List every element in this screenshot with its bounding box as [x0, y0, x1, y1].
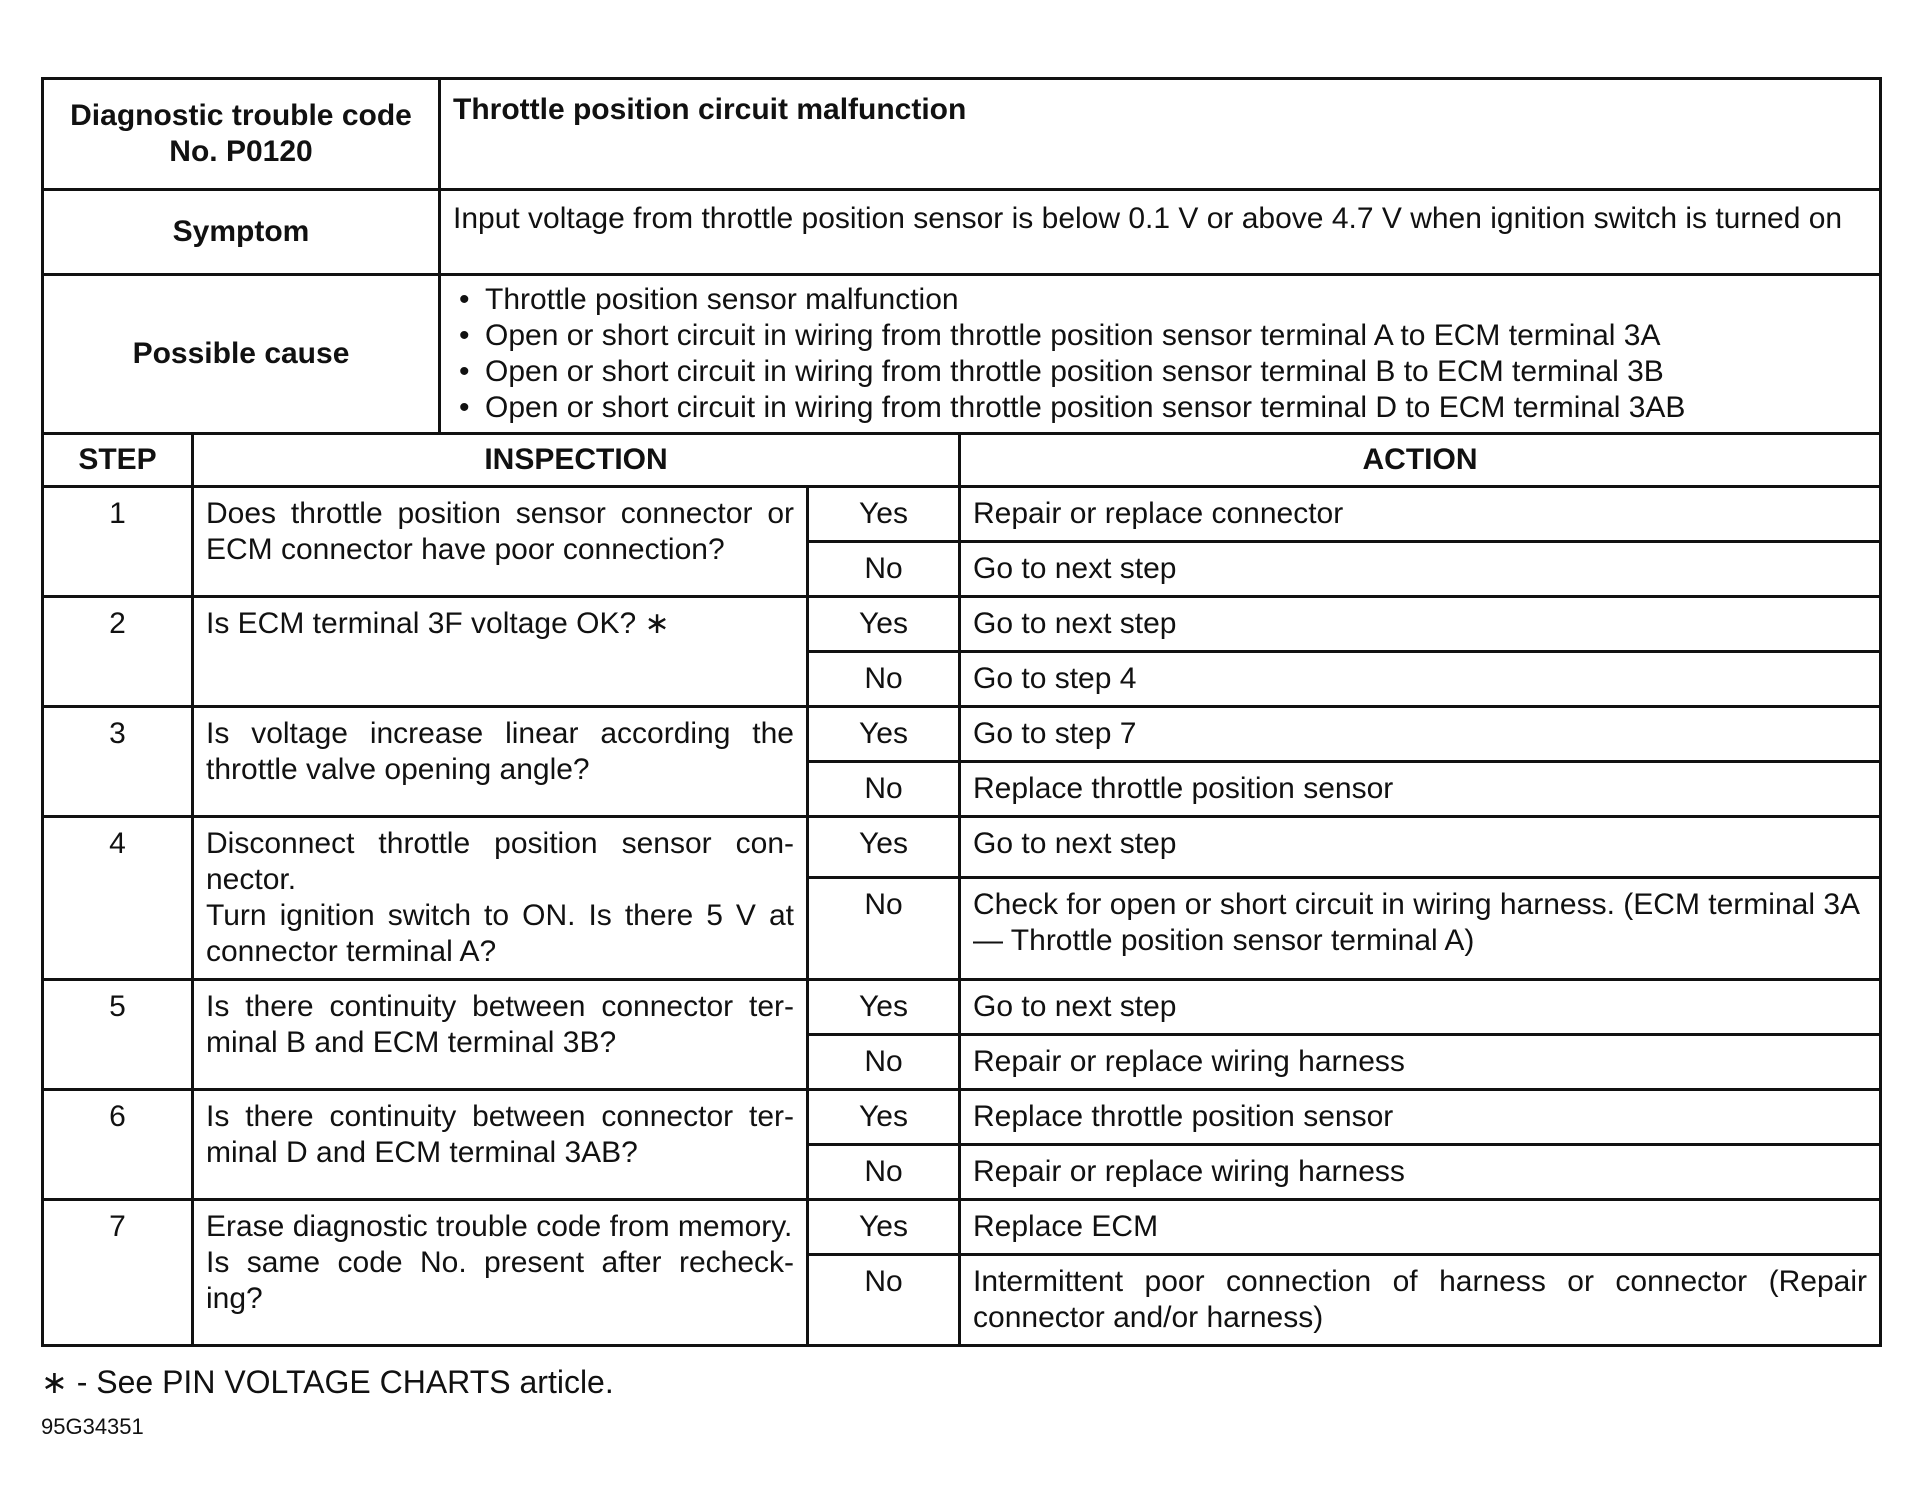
- yes-label: Yes: [808, 1200, 960, 1255]
- step-inspection: Erase diagnostic trouble code from memory.: [206, 1210, 793, 1243]
- cause-item: • Open or short circuit in wiring from throttle position sensor terminal D to ECM terminal 3AB: [453, 390, 1867, 426]
- dtc-title: Throttle position circuit malfunction: [440, 79, 1881, 190]
- yes-action: Go to next step: [960, 817, 1881, 878]
- no-action: Check for open or short circuit in wiring harness. (ECM terminal 3A — Throttle position sensor terminal A): [960, 878, 1881, 980]
- table-row: [43, 1200, 1881, 1255]
- step-inspection-followup: Is same code No. present after recheck-ing?: [206, 1246, 794, 1315]
- step-inspection-cell: [193, 817, 808, 980]
- no-label: No: [808, 542, 960, 597]
- no-action: Repair or replace wiring harness: [960, 1035, 1881, 1090]
- no-action: Go to next step: [960, 542, 1881, 597]
- yes-label: Yes: [808, 487, 960, 542]
- step-number: 5: [43, 980, 193, 1090]
- yes-action: Go to next step: [960, 597, 1881, 652]
- no-label: No: [808, 1145, 960, 1200]
- table-row: [43, 1090, 1881, 1145]
- diagnostic-sheet: [41, 77, 1882, 1347]
- no-action: Replace throttle position sensor: [960, 762, 1881, 817]
- cause-item: • Throttle position sensor malfunction: [453, 282, 1867, 318]
- yes-label: Yes: [808, 597, 960, 652]
- steps-header-row: [43, 434, 1881, 487]
- yes-action: Replace ECM: [960, 1200, 1881, 1255]
- step-inspection: Disconnect throttle position sensor con-nector.: [206, 827, 794, 896]
- col-action-header: ACTION: [960, 434, 1881, 487]
- figure-code: 95G34351: [41, 1414, 144, 1439]
- symptom-label: Symptom: [43, 190, 440, 275]
- yes-action: Replace throttle position sensor: [960, 1090, 1881, 1145]
- yes-action: Go to next step: [960, 980, 1881, 1035]
- yes-action: Go to step 7: [960, 707, 1881, 762]
- symptom-text: Input voltage from throttle position sensor is below 0.1 V or above 4.7 V when ignition switch is turned on: [440, 190, 1881, 275]
- no-label: No: [808, 652, 960, 707]
- step-number: 3: [43, 707, 193, 817]
- step-number: 2: [43, 597, 193, 707]
- step-number: 4: [43, 817, 193, 980]
- table-row: [43, 817, 1881, 878]
- cause-item: • Open or short circuit in wiring from throttle position sensor terminal B to ECM terminal 3B: [453, 354, 1867, 390]
- step-inspection: Is there continuity between connector ter-minal D and ECM terminal 3AB?: [193, 1090, 808, 1200]
- col-step-header: STEP: [43, 434, 193, 487]
- step-inspection-followup: Turn ignition switch to ON. Is there 5 V at connector terminal A?: [206, 899, 794, 968]
- cause-item: • Open or short circuit in wiring from throttle position sensor terminal A to ECM terminal 3A: [453, 318, 1867, 354]
- yes-label: Yes: [808, 817, 960, 878]
- no-action: Repair or replace wiring harness: [960, 1145, 1881, 1200]
- step-number: 1: [43, 487, 193, 597]
- table-row: [43, 487, 1881, 542]
- steps-table: [41, 432, 1882, 1347]
- footnote: ∗ - See PIN VOLTAGE CHARTS article.: [41, 1364, 614, 1400]
- yes-label: Yes: [808, 980, 960, 1035]
- step-inspection: Is ECM terminal 3F voltage OK? ∗: [193, 597, 808, 707]
- step-inspection: Is voltage increase linear according the throttle valve opening angle?: [193, 707, 808, 817]
- no-label: No: [808, 878, 960, 980]
- possible-cause-list: [453, 282, 1867, 426]
- step-number: 6: [43, 1090, 193, 1200]
- step-inspection: Is there continuity between connector ter-minal B and ECM terminal 3B?: [193, 980, 808, 1090]
- table-row: [43, 597, 1881, 652]
- step-inspection-cell: [193, 1200, 808, 1346]
- no-label: No: [808, 762, 960, 817]
- table-row: [43, 980, 1881, 1035]
- no-label: No: [808, 1255, 960, 1346]
- yes-label: Yes: [808, 707, 960, 762]
- dtc-number-label: Diagnostic trouble code No. P0120: [43, 79, 440, 190]
- yes-label: Yes: [808, 1090, 960, 1145]
- step-inspection: Does throttle position sensor connector or ECM connector have poor connection?: [193, 487, 808, 597]
- step-number: 7: [43, 1200, 193, 1346]
- no-label: No: [808, 1035, 960, 1090]
- dtc-header-table: [41, 77, 1882, 435]
- possible-cause-label: Possible cause: [43, 275, 440, 434]
- no-action: Go to step 4: [960, 652, 1881, 707]
- possible-cause-list-cell: [440, 275, 1881, 434]
- no-action: Intermittent poor connection of harness or connector (Repair connector and/or harness): [960, 1255, 1881, 1346]
- yes-action: Repair or replace connector: [960, 487, 1881, 542]
- table-row: [43, 707, 1881, 762]
- col-inspection-header: INSPECTION: [193, 434, 960, 487]
